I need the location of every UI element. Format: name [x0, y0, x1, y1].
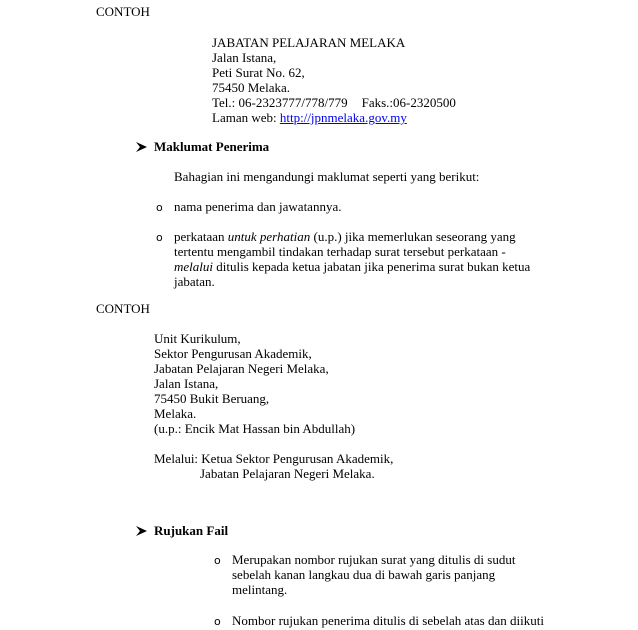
address-line: 75450 Melaka.	[212, 80, 290, 95]
telephone-line	[212, 95, 456, 111]
address-line: Unit Kurikulum,	[154, 331, 241, 346]
circle-bullet-icon: o	[214, 615, 221, 628]
attention-line: (u.p.: Encik Mat Hassan bin Abdullah)	[154, 421, 356, 436]
section-heading-rujukan-fail: Rujukan Fail	[154, 523, 229, 538]
address-line: Peti Surat No. 62,	[212, 65, 305, 80]
arrow-bullet-icon	[136, 525, 148, 537]
section-heading-maklumat-penerima: Maklumat Penerima	[154, 139, 270, 154]
circle-bullet-icon: o	[214, 554, 221, 567]
list-item-line: tertentu mengambil tindakan terhadap surat tersebut perkataan -	[174, 244, 506, 259]
website-link[interactable]: http://jpnmelaka.gov.my	[279, 110, 407, 125]
address-line: JABATAN PELAJARAN MELAKA	[212, 35, 406, 50]
list-item-line: jabatan.	[174, 274, 215, 289]
address-line: Sektor Pengurusan Akademik,	[154, 346, 312, 361]
list-item-line: Merupakan nombor rujukan surat yang ditulis di sudut	[232, 552, 516, 567]
emphasis-text: untuk perhatian	[227, 229, 311, 244]
fax: Faks.:06-2320500	[361, 95, 456, 110]
circle-bullet-icon: o	[156, 201, 163, 214]
example-label: CONTOH	[96, 4, 150, 19]
address-line: Jalan Istana,	[154, 376, 219, 391]
list-item-line: Nombor rujukan penerima ditulis di sebelah atas dan diikuti	[232, 613, 544, 628]
list-item-line: sebelah kanan langkau dua di bawah garis panjang	[232, 567, 496, 582]
list-item-line: melintang.	[232, 582, 288, 597]
address-line: Jabatan Pelajaran Negeri Melaka,	[154, 361, 329, 376]
via-line: Jabatan Pelajaran Negeri Melaka.	[200, 466, 375, 481]
address-line: 75450 Bukit Beruang,	[154, 391, 270, 406]
website-line	[212, 110, 407, 126]
emphasis-text: melalui	[174, 259, 213, 274]
list-item-line: melalui ditulis kepada ketua jabatan jika penerima surat bukan ketua	[174, 259, 531, 274]
address-line: Jalan Istana,	[212, 50, 277, 65]
circle-bullet-icon: o	[156, 231, 163, 244]
arrow-bullet-icon	[136, 141, 148, 153]
website-label: Laman web:	[212, 110, 277, 125]
address-line: Melaka.	[154, 406, 197, 421]
section-intro: Bahagian ini mengandungi maklumat seperti yang berikut:	[174, 169, 480, 184]
list-item-line: perkataan untuk perhatian (u.p.) jika memerlukan seseorang yang	[174, 229, 516, 244]
list-item: nama penerima dan jawatannya.	[174, 199, 342, 214]
telephone: Tel.: 06-2323777/778/779	[212, 95, 348, 110]
example-label: CONTOH	[96, 301, 150, 316]
via-line: Melalui: Ketua Sektor Pengurusan Akademik,	[154, 451, 394, 466]
